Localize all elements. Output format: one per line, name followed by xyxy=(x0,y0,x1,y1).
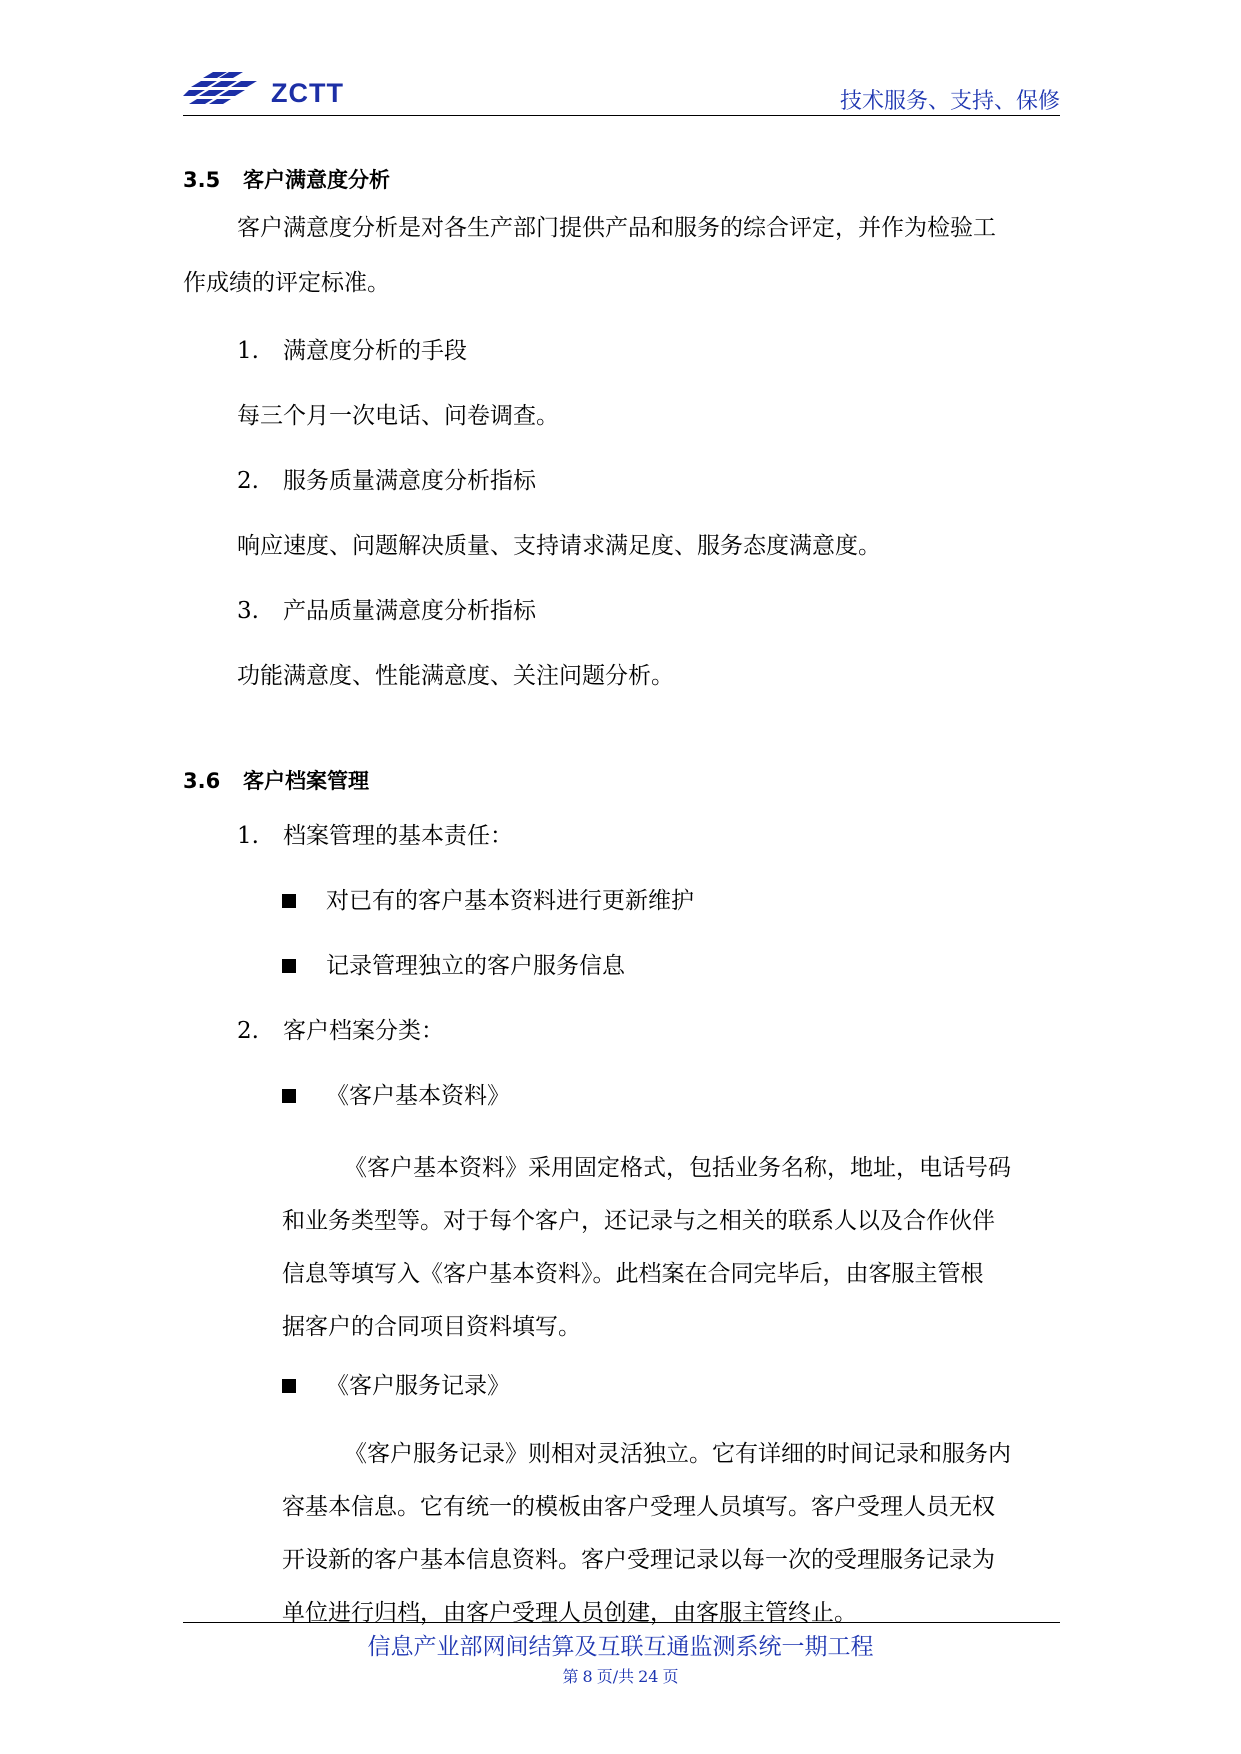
paragraph-line: 《客户基本资料》采用固定格式，包括业务名称，地址，电话号码 xyxy=(344,1155,1011,1181)
total-pages: 24 xyxy=(638,1667,659,1686)
paragraph-line: 据客户的合同项目资料填写。 xyxy=(282,1314,581,1340)
section-number: 3.5 xyxy=(183,168,221,192)
list-item-text: 响应速度、问题解决质量、支持请求满足度、服务态度满意度。 xyxy=(237,533,881,559)
list-item-2 xyxy=(237,1015,444,1047)
bullet-item xyxy=(282,950,625,982)
list-number: 2. xyxy=(237,468,259,494)
list-item-title: 满意度分析的手段 xyxy=(283,338,467,364)
paragraph-line: 单位进行归档，由客户受理人员创建，由客服主管终止。 xyxy=(282,1600,857,1626)
list-number: 1. xyxy=(237,823,259,849)
bullet-item xyxy=(282,885,694,917)
list-item-3 xyxy=(237,595,536,627)
paragraph-line: 开设新的客户基本信息资料。客户受理记录以每一次的受理服务记录为 xyxy=(282,1547,995,1573)
header-title: 技术服务、支持、保修 xyxy=(839,89,1060,114)
current-page: 8 xyxy=(582,1667,593,1686)
list-item-text: 功能满意度、性能满意度、关注问题分析。 xyxy=(237,663,674,689)
square-bullet-icon xyxy=(282,959,296,973)
footer-title: 信息产业部网间结算及互联互通监测系统一期工程 xyxy=(367,1634,874,1660)
list-item-title: 档案管理的基本责任： xyxy=(283,823,513,849)
square-bullet-icon xyxy=(282,894,296,908)
list-item-text: 每三个月一次电话、问卷调查。 xyxy=(237,403,559,429)
paragraph-line: 信息等填写入《客户基本资料》。此档案在合同完毕后，由客服主管根 xyxy=(282,1261,984,1287)
paragraph-service-record xyxy=(282,1428,1011,1640)
footer-divider xyxy=(183,1622,1060,1623)
bullet-item xyxy=(282,1370,510,1402)
header-divider xyxy=(183,115,1060,116)
section-heading-3-6 xyxy=(183,765,369,795)
logo-text: ZCTT xyxy=(271,78,344,108)
company-logo xyxy=(183,66,353,110)
list-item-1 xyxy=(237,820,513,852)
page-number xyxy=(0,1664,1241,1687)
list-number: 1. xyxy=(237,338,259,364)
list-number: 3. xyxy=(237,598,259,624)
list-item-title: 客户档案分类： xyxy=(283,1018,444,1044)
bullet-text: 记录管理独立的客户服务信息 xyxy=(326,953,625,979)
logo-mark-icon xyxy=(183,68,273,108)
page-suffix: 页 xyxy=(662,1667,679,1686)
paragraph-line: 和业务类型等。对于每个客户，还记录与之相关的联系人以及合作伙伴 xyxy=(282,1208,995,1234)
list-item-title: 产品质量满意度分析指标 xyxy=(283,598,536,624)
paragraph-line: 《客户服务记录》则相对灵活独立。它有详细的时间记录和服务内 xyxy=(344,1441,1011,1467)
list-item-1 xyxy=(237,335,467,367)
bullet-item xyxy=(282,1080,510,1112)
list-item-title: 服务质量满意度分析指标 xyxy=(283,468,536,494)
square-bullet-icon xyxy=(282,1089,296,1103)
intro-line-1: 客户满意度分析是对各生产部门提供产品和服务的综合评定，并作为检验工 xyxy=(237,215,996,241)
bullet-text: 《客户基本资料》 xyxy=(326,1083,510,1109)
bullet-text: 《客户服务记录》 xyxy=(326,1373,510,1399)
bullet-text: 对已有的客户基本资料进行更新维护 xyxy=(326,888,694,914)
list-number: 2. xyxy=(237,1018,259,1044)
paragraph-line: 容基本信息。它有统一的模板由客户受理人员填写。客户受理人员无权 xyxy=(282,1494,995,1520)
square-bullet-icon xyxy=(282,1379,296,1393)
list-item-2 xyxy=(237,465,536,497)
section-title: 客户满意度分析 xyxy=(243,168,390,192)
paragraph-basic-info xyxy=(282,1142,1011,1354)
page-prefix: 第 xyxy=(562,1667,579,1686)
section-number: 3.6 xyxy=(183,769,221,793)
intro-line-2: 作成绩的评定标准。 xyxy=(183,270,390,296)
section-heading-3-5 xyxy=(183,164,390,194)
section-title: 客户档案管理 xyxy=(243,769,369,793)
page-separator: 页/共 xyxy=(596,1667,635,1686)
